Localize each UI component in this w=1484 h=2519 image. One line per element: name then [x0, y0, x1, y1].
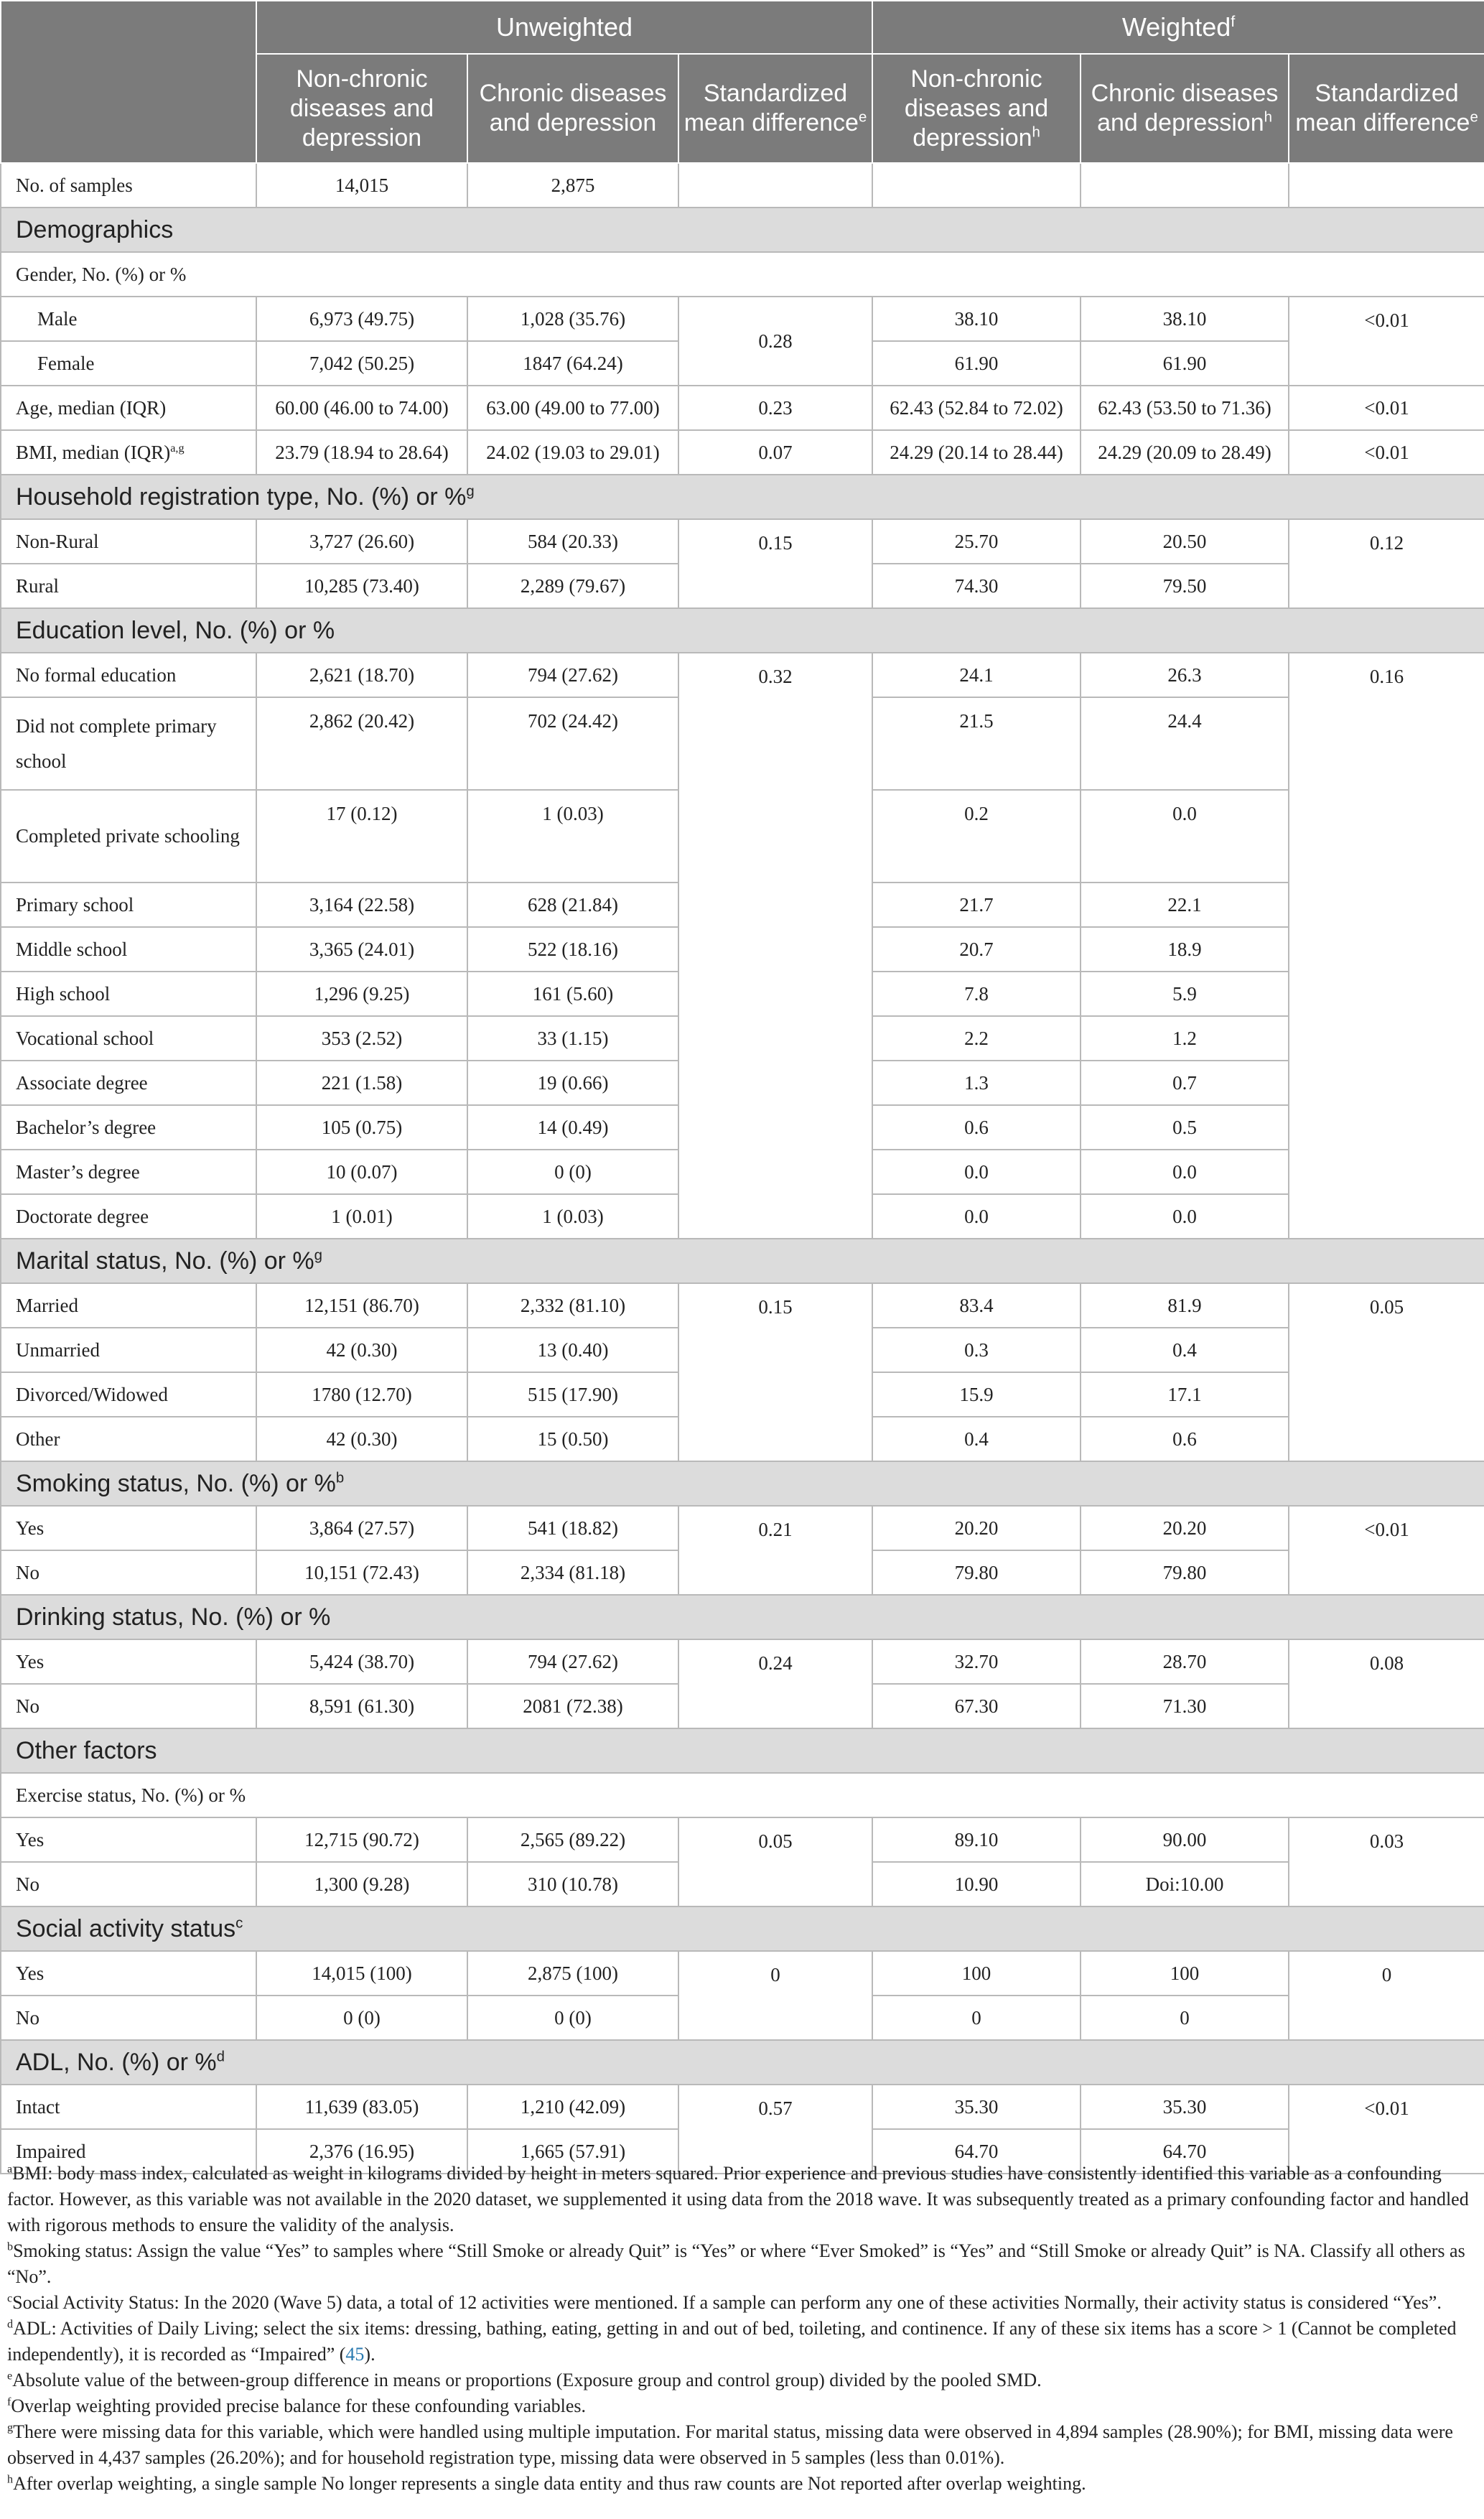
row-label: Vocational school [1, 1016, 256, 1061]
cell-value: 61.90 [872, 341, 1081, 386]
cell-smd: 0.21 [678, 1506, 872, 1595]
cell-empty [678, 163, 872, 208]
cell-smd: 0.15 [678, 1283, 872, 1461]
table-row [1, 1773, 1484, 1817]
footnote-d: $^d$ADL: Activities of Daily Living; select the six items: dressing, bathing, eating, getting in and out of bed, toileting, and continence. If any of these six items has a score > 1 (Cannot be completed independently), it is recorded as “Impaired” (45). [7, 2318, 1457, 2365]
cell-value: 1,300 (9.28) [256, 1862, 467, 1906]
row-label: Intact [1, 2085, 256, 2129]
cell-value: 2,289 (79.67) [467, 564, 678, 608]
cell-value: 60.00 (46.00 to 74.00) [256, 386, 467, 430]
header-u-nonchronic: Non-chronic diseases and depression [256, 54, 467, 163]
cell-value: 1 (0.03) [467, 790, 678, 883]
cell-smd: 0.24 [678, 1639, 872, 1728]
table-row [1, 430, 1484, 475]
cell-value: 12,151 (86.70) [256, 1283, 467, 1328]
cell-smd: 0 [1289, 1951, 1484, 2040]
cell-value: 24.29 (20.09 to 28.49) [1081, 430, 1289, 475]
section-title: Smoking status, No. (%) or %$^b$ [1, 1461, 1484, 1506]
cell-smd: 0.28 [678, 297, 872, 386]
cell-value: 702 (24.42) [467, 697, 678, 790]
footnote-h: $^h$After overlap weighting, a single sample No longer represents a single data entity and thus raw counts are Not reported after overlap weighting. [7, 2473, 1086, 2494]
table-row [1, 163, 1484, 208]
row-label: No. of samples [1, 163, 256, 208]
row-label: No formal education [1, 653, 256, 697]
cell-value: 0.4 [872, 1417, 1081, 1461]
cell-value: Doi:10.00 [1081, 1862, 1289, 1906]
cell-value: 42 (0.30) [256, 1328, 467, 1372]
row-label: Completed private schooling [1, 790, 256, 883]
cell-smd: 0.15 [678, 519, 872, 608]
cell-value: 0.7 [1081, 1061, 1289, 1105]
cell-smd: <0.01 [1289, 386, 1484, 430]
cell-value: 7,042 (50.25) [256, 341, 467, 386]
row-label: Yes [1, 1817, 256, 1862]
row-label: Married [1, 1283, 256, 1328]
cell-value: 64.70 [872, 2129, 1081, 2174]
section-header [1, 1595, 1484, 1639]
row-label: Associate degree [1, 1061, 256, 1105]
footnote-e: $^e$Absolute value of the between-group difference in means or proportions (Exposure group and control group) divided by the pooled SMD. [7, 2370, 1042, 2390]
cell-value: 2,376 (16.95) [256, 2129, 467, 2174]
cell-value: 25.70 [872, 519, 1081, 564]
cell-smd: 0.23 [678, 386, 872, 430]
table-row [1, 1639, 1484, 1684]
cell-value: 13 (0.40) [467, 1328, 678, 1372]
section-title: Education level, No. (%) or % [1, 608, 1484, 653]
section-header [1, 1906, 1484, 1951]
cell-value: 24.4 [1081, 697, 1289, 790]
cell-value: 0.4 [1081, 1328, 1289, 1372]
header-w-chronic: Chronic diseases and depression$^h$ [1081, 54, 1289, 163]
section-title: Demographics [1, 208, 1484, 252]
cell-smd: 0.03 [1289, 1817, 1484, 1906]
footnote-f: $^f$Overlap weighting provided precise balance for these confounding variables. [7, 2395, 587, 2416]
cell-value: 83.4 [872, 1283, 1081, 1328]
cell-value: 5.9 [1081, 972, 1289, 1016]
cell-value: 3,365 (24.01) [256, 927, 467, 972]
cell-value: 33 (1.15) [467, 1016, 678, 1061]
cell-value: 64.70 [1081, 2129, 1289, 2174]
cell-value: 10 (0.07) [256, 1150, 467, 1194]
cell-smd: <0.01 [1289, 2085, 1484, 2174]
cell-value: 0 (0) [467, 1996, 678, 2040]
table-row [1, 653, 1484, 697]
cell-value: 161 (5.60) [467, 972, 678, 1016]
cell-value: 22.1 [1081, 883, 1289, 927]
cell-value: 2,875 [467, 163, 678, 208]
cell-value: 3,164 (22.58) [256, 883, 467, 927]
cell-value: 794 (27.62) [467, 653, 678, 697]
cell-value: 21.7 [872, 883, 1081, 927]
cell-value: 11,639 (83.05) [256, 2085, 467, 2129]
cell-value: 1,296 (9.25) [256, 972, 467, 1016]
row-label: Other [1, 1417, 256, 1461]
cell-value: 0.6 [1081, 1417, 1289, 1461]
cell-value: 628 (21.84) [467, 883, 678, 927]
table-row [1, 252, 1484, 297]
cell-value: 2.2 [872, 1016, 1081, 1061]
cell-empty [1289, 163, 1484, 208]
cell-smd: 0.57 [678, 2085, 872, 2174]
header-unweighted: Unweighted [256, 1, 872, 54]
row-label: Unmarried [1, 1328, 256, 1372]
cell-value: 23.79 (18.94 to 28.64) [256, 430, 467, 475]
cell-value: 61.90 [1081, 341, 1289, 386]
row-label: Rural [1, 564, 256, 608]
cell-smd: 0.05 [1289, 1283, 1484, 1461]
cell-value: 63.00 (49.00 to 77.00) [467, 386, 678, 430]
subgroup-label: Exercise status, No. (%) or % [1, 1773, 1484, 1817]
cell-value: 541 (18.82) [467, 1506, 678, 1550]
section-header [1, 1239, 1484, 1283]
cell-empty [1081, 163, 1289, 208]
footnote-a: $^a$BMI: body mass index, calculated as weight in kilograms divided by height in meters squared. Prior experience and previous studies have consistently identified this variable as a confounding factor. However, as this variable was not available in the 2020 dataset, we supplemented it using data from the 2018 wave. It was subsequently treated as a primary confounding factor and handled with rigorous methods to ensure the validity of the analysis. [7, 2163, 1469, 2235]
cell-value: 1780 (12.70) [256, 1372, 467, 1417]
cell-value: 38.10 [872, 297, 1081, 341]
cell-smd: 0.32 [678, 653, 872, 1239]
row-label: No [1, 1550, 256, 1595]
header-weighted: Weighted$^f$ [872, 1, 1484, 54]
row-label: Impaired [1, 2129, 256, 2174]
cell-value: 105 (0.75) [256, 1105, 467, 1150]
header-w-smd: Standardized mean difference$^e$ [1289, 54, 1484, 163]
row-label: Yes [1, 1639, 256, 1684]
cell-value: 15.9 [872, 1372, 1081, 1417]
cell-value: 62.43 (53.50 to 71.36) [1081, 386, 1289, 430]
cell-value: 2,862 (20.42) [256, 697, 467, 790]
table-row [1, 1283, 1484, 1328]
cell-value: 8,591 (61.30) [256, 1684, 467, 1728]
header-u-smd: Standardized mean difference$^e$ [678, 54, 872, 163]
cell-value: 100 [1081, 1951, 1289, 1996]
cell-value: 81.9 [1081, 1283, 1289, 1328]
section-header [1, 475, 1484, 519]
cell-smd: 0.08 [1289, 1639, 1484, 1728]
cell-value: 5,424 (38.70) [256, 1639, 467, 1684]
cell-value: 584 (20.33) [467, 519, 678, 564]
cell-value: 1 (0.03) [467, 1194, 678, 1239]
cell-value: 17.1 [1081, 1372, 1289, 1417]
section-header [1, 2040, 1484, 2085]
cell-value: 89.10 [872, 1817, 1081, 1862]
cell-value: 35.30 [1081, 2085, 1289, 2129]
cell-value: 2,621 (18.70) [256, 653, 467, 697]
cell-value: 15 (0.50) [467, 1417, 678, 1461]
cell-value: 0.3 [872, 1328, 1081, 1372]
section-header [1, 608, 1484, 653]
row-label: Male [1, 297, 256, 341]
cell-value: 28.70 [1081, 1639, 1289, 1684]
cell-value: 1,210 (42.09) [467, 2085, 678, 2129]
row-label: Master’s degree [1, 1150, 256, 1194]
row-label: BMI, median (IQR)$^{a,g}$ [1, 430, 256, 475]
section-title: Drinking status, No. (%) or % [1, 1595, 1484, 1639]
cell-value: 0.0 [1081, 1194, 1289, 1239]
row-label: No [1, 1862, 256, 1906]
cell-value: 0 (0) [467, 1150, 678, 1194]
cell-value: 79.80 [872, 1550, 1081, 1595]
reference-link[interactable]: 45 [345, 2344, 365, 2365]
cell-value: 1847 (64.24) [467, 341, 678, 386]
cell-value: 14,015 [256, 163, 467, 208]
row-label: Primary school [1, 883, 256, 927]
cell-value: 17 (0.12) [256, 790, 467, 883]
section-title: Household registration type, No. (%) or %$^g$ [1, 475, 1484, 519]
section-header [1, 1461, 1484, 1506]
cell-value: 0.5 [1081, 1105, 1289, 1150]
section-title: Marital status, No. (%) or %$^g$ [1, 1239, 1484, 1283]
cell-value: 0 [1081, 1996, 1289, 2040]
cell-value: 522 (18.16) [467, 927, 678, 972]
cell-value: 24.29 (20.14 to 28.44) [872, 430, 1081, 475]
cell-value: 74.30 [872, 564, 1081, 608]
cell-value: 3,864 (27.57) [256, 1506, 467, 1550]
cell-value: 19 (0.66) [467, 1061, 678, 1105]
cell-value: 14 (0.49) [467, 1105, 678, 1150]
section-title: Social activity status$^c$ [1, 1906, 1484, 1951]
cell-value: 515 (17.90) [467, 1372, 678, 1417]
cell-value: 0.0 [872, 1150, 1081, 1194]
cell-value: 0.0 [1081, 1150, 1289, 1194]
cell-value: 42 (0.30) [256, 1417, 467, 1461]
cell-value: 1,028 (35.76) [467, 297, 678, 341]
cell-value: 67.30 [872, 1684, 1081, 1728]
row-label: Yes [1, 1506, 256, 1550]
cell-smd: <0.01 [1289, 1506, 1484, 1595]
row-label: Age, median (IQR) [1, 386, 256, 430]
cell-value: 221 (1.58) [256, 1061, 467, 1105]
cell-smd: <0.01 [1289, 430, 1484, 475]
cell-value: 1,665 (57.91) [467, 2129, 678, 2174]
table-row [1, 386, 1484, 430]
cell-smd: 0 [678, 1951, 872, 2040]
row-label: No [1, 1684, 256, 1728]
header-u-chronic: Chronic diseases and depression [467, 54, 678, 163]
section-title: Other factors [1, 1728, 1484, 1773]
footnote-g: $^g$There were missing data for this variable, which were handled using multiple imputation. For marital status, missing data were observed in 4,894 samples (28.90%); for BMI, missing data were observed in 4,437 samples (26.20%); and for household registration type, missing data were observed in 5 samples (less than 0.01%). [7, 2421, 1453, 2468]
cell-value: 2081 (72.38) [467, 1684, 678, 1728]
cell-value: 20.7 [872, 927, 1081, 972]
cell-value: 10,285 (73.40) [256, 564, 467, 608]
cell-value: 2,334 (81.18) [467, 1550, 678, 1595]
cell-value: 12,715 (90.72) [256, 1817, 467, 1862]
cell-value: 21.5 [872, 697, 1081, 790]
table-footnotes [0, 2161, 1484, 2497]
cell-value: 20.20 [872, 1506, 1081, 1550]
cell-value: 71.30 [1081, 1684, 1289, 1728]
cell-value: 1 (0.01) [256, 1194, 467, 1239]
row-label: Did not complete primary school [1, 697, 256, 790]
row-label: Middle school [1, 927, 256, 972]
cell-value: 20.50 [1081, 519, 1289, 564]
cell-value: 26.3 [1081, 653, 1289, 697]
cell-smd: 0.16 [1289, 653, 1484, 1239]
cell-value: 1.2 [1081, 1016, 1289, 1061]
cell-value: 353 (2.52) [256, 1016, 467, 1061]
table-row [1, 519, 1484, 564]
cell-value: 24.1 [872, 653, 1081, 697]
cell-value: 35.30 [872, 2085, 1081, 2129]
footnote-c: $^c$Social Activity Status: In the 2020 (Wave 5) data, a total of 12 activities were mentioned. If a sample can perform any one of these activities Normally, their activity status is considered “Yes”. [7, 2292, 1442, 2313]
cell-value: 2,332 (81.10) [467, 1283, 678, 1328]
cell-value: 62.43 (52.84 to 72.02) [872, 386, 1081, 430]
row-label: Female [1, 341, 256, 386]
cell-value: 0.0 [1081, 790, 1289, 883]
cell-value: 2,565 (89.22) [467, 1817, 678, 1862]
cell-value: 100 [872, 1951, 1081, 1996]
section-header [1, 208, 1484, 252]
footnote-b: $^b$Smoking status: Assign the value “Yes” to samples where “Still Smoke or already Quit” is “Yes” or where “Ever Smoked” is “Yes” and “Still Smoke or already Quit” is NA. Classify all others as “No”. [7, 2240, 1465, 2287]
table-row [1, 1817, 1484, 1862]
cell-value: 79.80 [1081, 1550, 1289, 1595]
cell-value: 32.70 [872, 1639, 1081, 1684]
table-row [1, 1951, 1484, 1996]
cell-smd: 0.05 [678, 1817, 872, 1906]
cell-value: 6,973 (49.75) [256, 297, 467, 341]
cell-value: 10.90 [872, 1862, 1081, 1906]
cell-value: 18.9 [1081, 927, 1289, 972]
row-label: Non-Rural [1, 519, 256, 564]
cell-value: 79.50 [1081, 564, 1289, 608]
cell-empty [872, 163, 1081, 208]
row-label: Bachelor’s degree [1, 1105, 256, 1150]
cell-value: 14,015 (100) [256, 1951, 467, 1996]
cell-value: 24.02 (19.03 to 29.01) [467, 430, 678, 475]
cell-value: 0.6 [872, 1105, 1081, 1150]
subgroup-label: Gender, No. (%) or % [1, 252, 1484, 297]
row-label: Divorced/Widowed [1, 1372, 256, 1417]
header-w-nonchronic: Non-chronic diseases and depression$^h$ [872, 54, 1081, 163]
cell-value: 2,875 (100) [467, 1951, 678, 1996]
cell-value: 0.2 [872, 790, 1081, 883]
cell-smd: 0.07 [678, 430, 872, 475]
cell-value: 0.0 [872, 1194, 1081, 1239]
table-row [1, 2085, 1484, 2129]
cell-value: 3,727 (26.60) [256, 519, 467, 564]
section-title: ADL, No. (%) or %$^d$ [1, 2040, 1484, 2085]
cell-value: 7.8 [872, 972, 1081, 1016]
cell-value: 38.10 [1081, 297, 1289, 341]
cell-value: 310 (10.78) [467, 1862, 678, 1906]
cell-value: 10,151 (72.43) [256, 1550, 467, 1595]
table-row [1, 1506, 1484, 1550]
table-row [1, 297, 1484, 341]
cell-value: 0 (0) [256, 1996, 467, 2040]
cell-smd: 0.12 [1289, 519, 1484, 608]
section-header [1, 1728, 1484, 1773]
cell-value: 20.20 [1081, 1506, 1289, 1550]
cell-value: 794 (27.62) [467, 1639, 678, 1684]
row-label: Yes [1, 1951, 256, 1996]
cell-value: 1.3 [872, 1061, 1081, 1105]
row-label: No [1, 1996, 256, 2040]
header-blank [1, 1, 256, 163]
cell-value: 0 [872, 1996, 1081, 2040]
row-label: High school [1, 972, 256, 1016]
cell-value: 90.00 [1081, 1817, 1289, 1862]
cell-smd: <0.01 [1289, 297, 1484, 386]
row-label: Doctorate degree [1, 1194, 256, 1239]
